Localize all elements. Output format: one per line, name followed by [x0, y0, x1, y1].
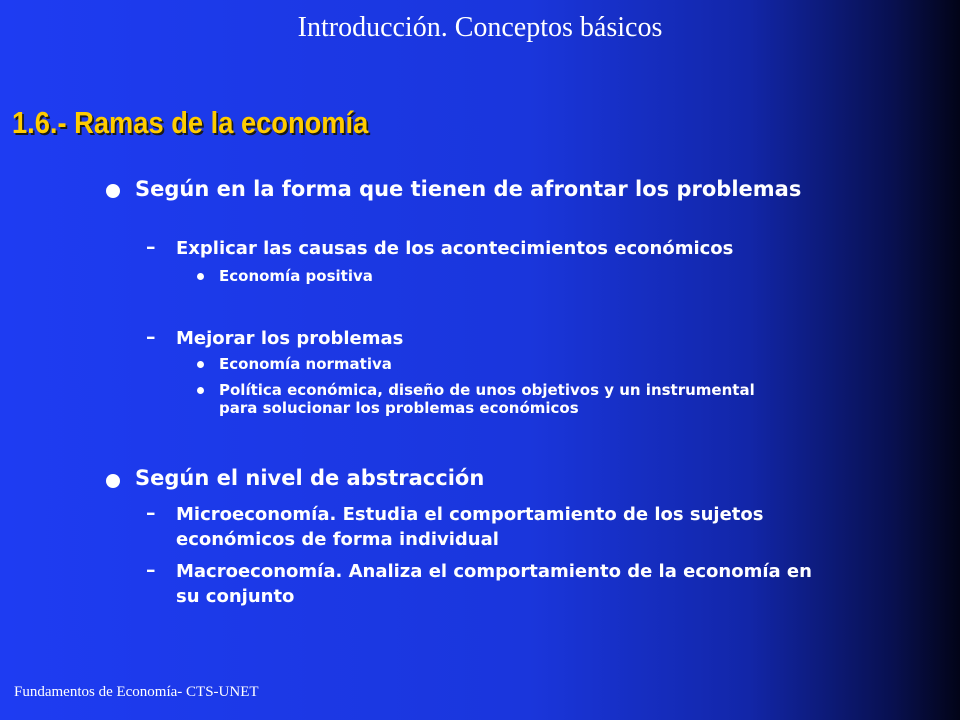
slide-title: 1.6.- Ramas de la economía	[12, 105, 369, 140]
slide-header: Introducción. Conceptos básicos	[297, 12, 663, 43]
bullet-icon	[197, 361, 204, 368]
dash-icon: –	[146, 236, 156, 258]
section2-heading: Según el nivel de abstracción	[135, 466, 485, 490]
dash-icon: –	[146, 559, 156, 581]
bullet-icon	[106, 184, 120, 198]
bullet-icon	[197, 387, 204, 394]
bullet-icon	[197, 273, 204, 280]
section2-item1-line2: económicos de forma individual	[176, 529, 499, 550]
section2-item1-line1: Microeconomía. Estudia el comportamiento de los sujetos	[176, 504, 764, 525]
section1-item2-sub2-line2: para solucionar los problemas económicos	[219, 399, 579, 417]
dash-icon: –	[146, 326, 156, 348]
section1-heading: Según en la forma que tienen de afrontar los problemas	[135, 177, 802, 201]
slide-footer: Fundamentos de Economía- CTS-UNET	[14, 684, 259, 700]
section1-item1-sub1: Economía positiva	[219, 267, 373, 285]
section1-item2-sub2-line1: Política económica, diseño de unos objetivos y un instrumental	[219, 381, 755, 399]
section1-item1-text: Explicar las causas de los acontecimientos económicos	[176, 238, 734, 259]
section2-item2-line1: Macroeconomía. Analiza el comportamiento de la economía en	[176, 561, 812, 582]
section1-item2-sub1: Economía normativa	[219, 355, 392, 373]
section1-item2-text: Mejorar los problemas	[176, 328, 404, 349]
section2-item2-line2: su conjunto	[176, 586, 295, 607]
dash-icon: –	[146, 502, 156, 524]
bullet-icon	[106, 474, 120, 488]
